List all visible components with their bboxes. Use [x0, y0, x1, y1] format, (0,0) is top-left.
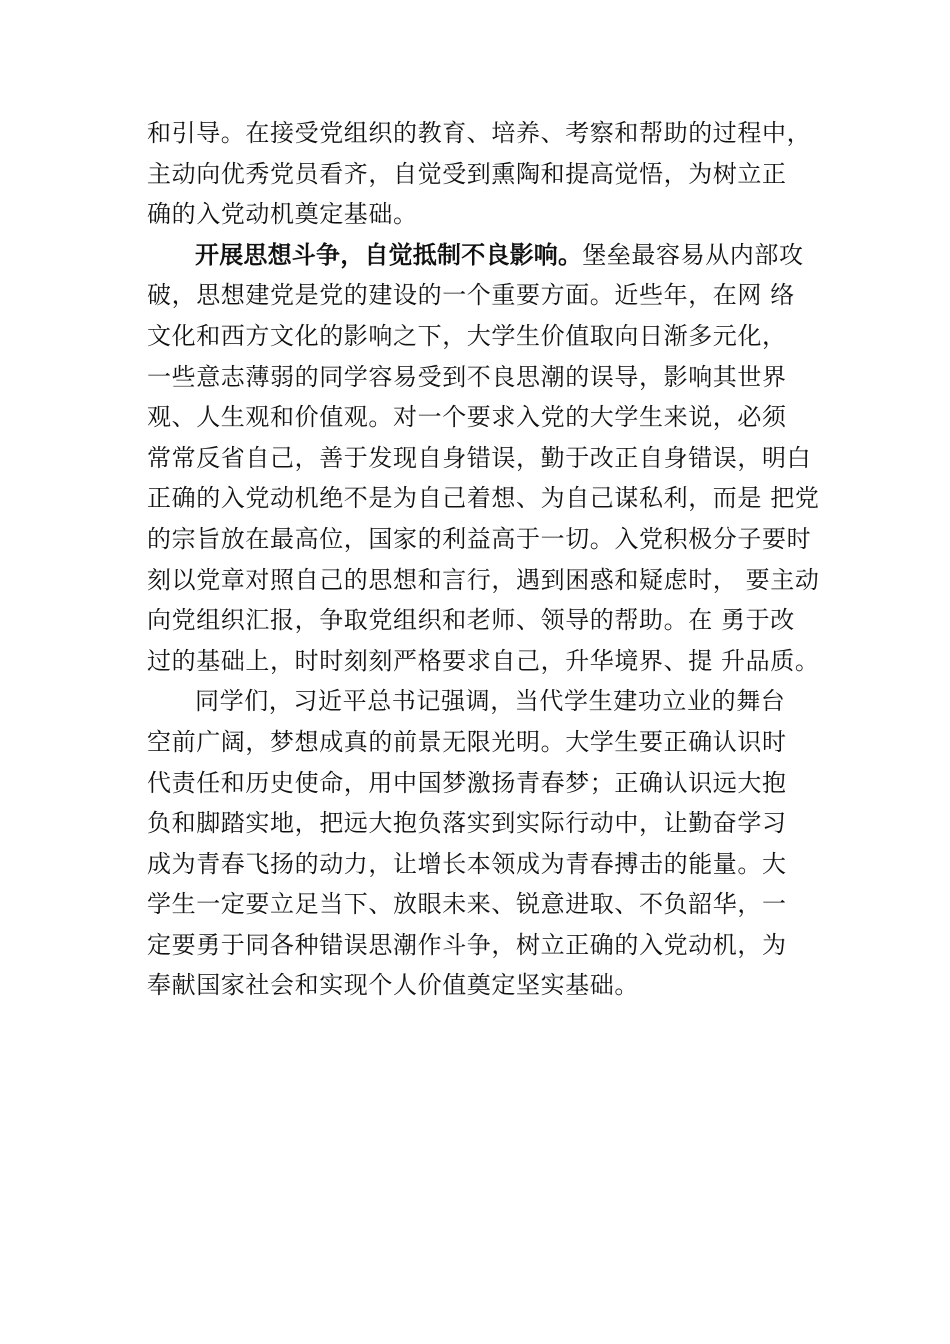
paragraph-2-line-7: 正确的入党动机绝不是为自己着想、为自己谋私利，而是 把党 [147, 484, 820, 513]
paragraph-2-heading: 开展思想斗争，自觉抵制不良影响。 [195, 240, 583, 269]
paragraph-2-line-8: 的宗旨放在最高位，国家的利益高于一切。入党积极分子要时 [147, 524, 812, 553]
paragraph-2-line-3: 文化和西方文化的影响之下，大学生价值取向日渐多元化， [147, 321, 787, 350]
paragraph-3-line-2: 空前广阔，梦想成真的前景无限光明。大学生要正确认识时 [147, 727, 787, 756]
paragraph-2-line-5: 观、人生观和价值观。对一个要求入党的大学生来说，必须 [147, 403, 787, 432]
paragraph-3-line-4: 负和脚踏实地，把远大抱负落实到实际行动中，让勤奋学习 [147, 809, 787, 838]
paragraph-3-line-8: 奉献国家社会和实现个人价值奠定坚实基础。 [147, 971, 639, 1000]
paragraph-2-line-2: 破，思想建党是党的建设的一个重要方面。近些年，在网 络 [147, 281, 795, 310]
paragraph-2-line-9: 刻以党章对照自己的思想和言行，遇到困惑和疑虑时， 要主动 [147, 565, 820, 594]
paragraph-2-line-11: 过的基础上，时时刻刻严格要求自己，升华境界、提 升品质。 [147, 646, 820, 675]
paragraph-1-line-2: 主动向优秀党员看齐，自觉受到熏陶和提高觉悟，为树立正 [147, 159, 787, 188]
paragraph-2-first-line [147, 240, 837, 269]
paragraph-2-line-10: 向党组织汇报，争取党组织和老师、领导的帮助。在 勇于改 [147, 606, 795, 635]
paragraph-2-first-line-text: 堡垒最容易从内部攻 [582, 240, 804, 269]
paragraph-3-line-5: 成为青春飞扬的动力，让增长本领成为青春搏击的能量。大 [147, 849, 787, 878]
paragraph-3-line-3: 代责任和历史使命，用中国梦激扬青春梦；正确认识远大抱 [147, 768, 787, 797]
paragraph-3-line-6: 学生一定要立足当下、放眼未来、锐意进取、不负韶华，一 [147, 890, 787, 919]
document-body [147, 121, 837, 1014]
paragraph-1-line-3: 确的入党动机奠定基础。 [147, 200, 418, 229]
paragraph-2-line-6: 常常反省自己，善于发现自身错误，勤于改正自身错误，明白 [147, 443, 812, 472]
paragraph-3-first-line: 同学们，习近平总书记强调，当代学生建功立业的舞台 [195, 687, 786, 716]
paragraph-1-line-1: 和引导。在接受党组织的教育、培养、考察和帮助的过程中， [147, 119, 812, 147]
paragraph-2-line-4: 一些意志薄弱的同学容易受到不良思潮的误导，影响其世界 [147, 362, 787, 391]
paragraph-3-line-7: 定要勇于同各种错误思潮作斗争，树立正确的入党动机，为 [147, 930, 787, 959]
